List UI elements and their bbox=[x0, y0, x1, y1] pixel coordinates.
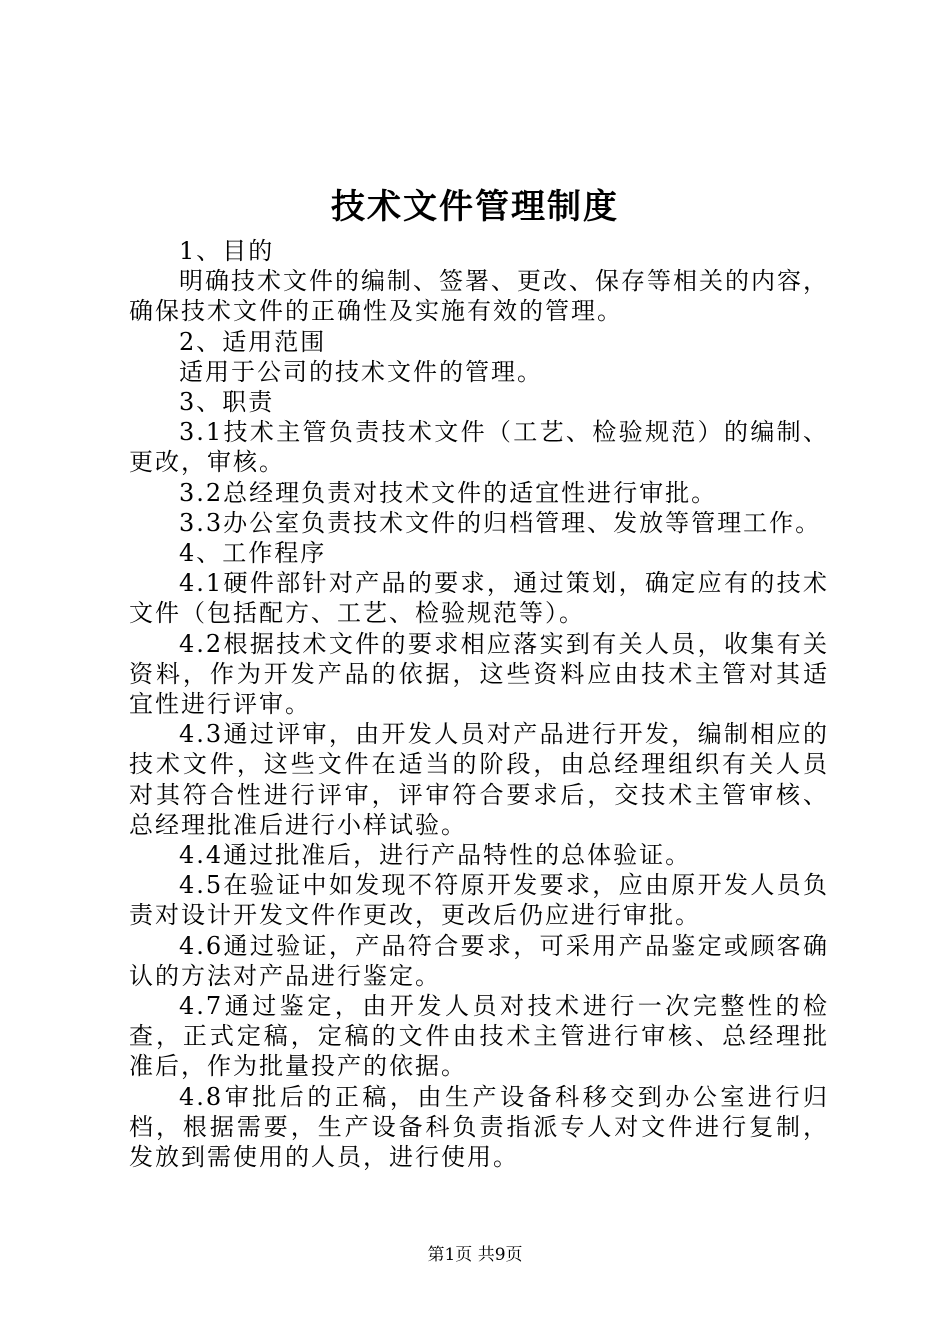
paragraph-3-1: 3.1技术主管负责技术文件（工艺、检验规范）的编制、更改，审核。 bbox=[129, 418, 829, 477]
heading-purpose: 1、目的 bbox=[179, 237, 275, 265]
paragraph-4-2: 4.2根据技术文件的要求相应落实到有关人员，收集有关资料，作为开发产品的依据，这些资料应由技术主管对其适宜性进行评审。 bbox=[129, 629, 829, 719]
heading-procedure: 4、工作程序 bbox=[179, 539, 327, 568]
document-body bbox=[129, 236, 829, 1172]
paragraph-purpose: 明确技术文件的编制、签署、更改、保存等相关的内容，确保技术文件的正确性及实施有效的管理。 bbox=[129, 267, 829, 326]
document-title: 技术文件管理制度 bbox=[331, 187, 619, 227]
paragraph-4-7: 4.7通过鉴定，由开发人员对技术进行一次完整性的检查，正式定稿，定稿的文件由技术主管进行审核、总经理批准后，作为批量投产的依据。 bbox=[129, 992, 829, 1081]
paragraph-3-2: 3.2总经理负责对技术文件的适宜性进行审批。 bbox=[179, 478, 718, 507]
page-number-footer: 第1页 共9页 bbox=[427, 1245, 523, 1265]
paragraph-4-8: 4.8审批后的正稿，由生产设备科移交到办公室进行归档，根据需要，生产设备科负责指派专人对文件进行复制，发放到需使用的人员，进行使用。 bbox=[129, 1082, 829, 1172]
paragraph-4-1: 4.1硬件部针对产品的要求，通过策划，确定应有的技术文件（包括配方、工艺、检验规范等）。 bbox=[129, 569, 829, 628]
paragraph-4-6: 4.6通过验证，产品符合要求，可采用产品鉴定或顾客确认的方法对产品进行鉴定。 bbox=[129, 931, 829, 990]
paragraph-4-4: 4.4通过批准后，进行产品特性的总体验证。 bbox=[179, 841, 692, 870]
paragraph-4-5: 4.5在验证中如发现不符原开发要求，应由原开发人员负责对设计开发文件作更改，更改后仍应进行审批。 bbox=[129, 871, 829, 930]
heading-responsibilities: 3、职责 bbox=[179, 388, 275, 417]
heading-scope: 2、适用范围 bbox=[179, 327, 327, 356]
paragraph-scope: 适用于公司的技术文件的管理。 bbox=[179, 357, 543, 386]
paragraph-4-3: 4.3通过评审，由开发人员对产品进行开发，编制相应的技术文件，这些文件在适当的阶段，由总经理组织有关人员对其符合性进行评审，评审符合要求后，交技术主管审核、总经理批准后进行小样试验。 bbox=[129, 720, 829, 839]
paragraph-3-3: 3.3办公室负责技术文件的归档管理、发放等管理工作。 bbox=[179, 508, 822, 537]
